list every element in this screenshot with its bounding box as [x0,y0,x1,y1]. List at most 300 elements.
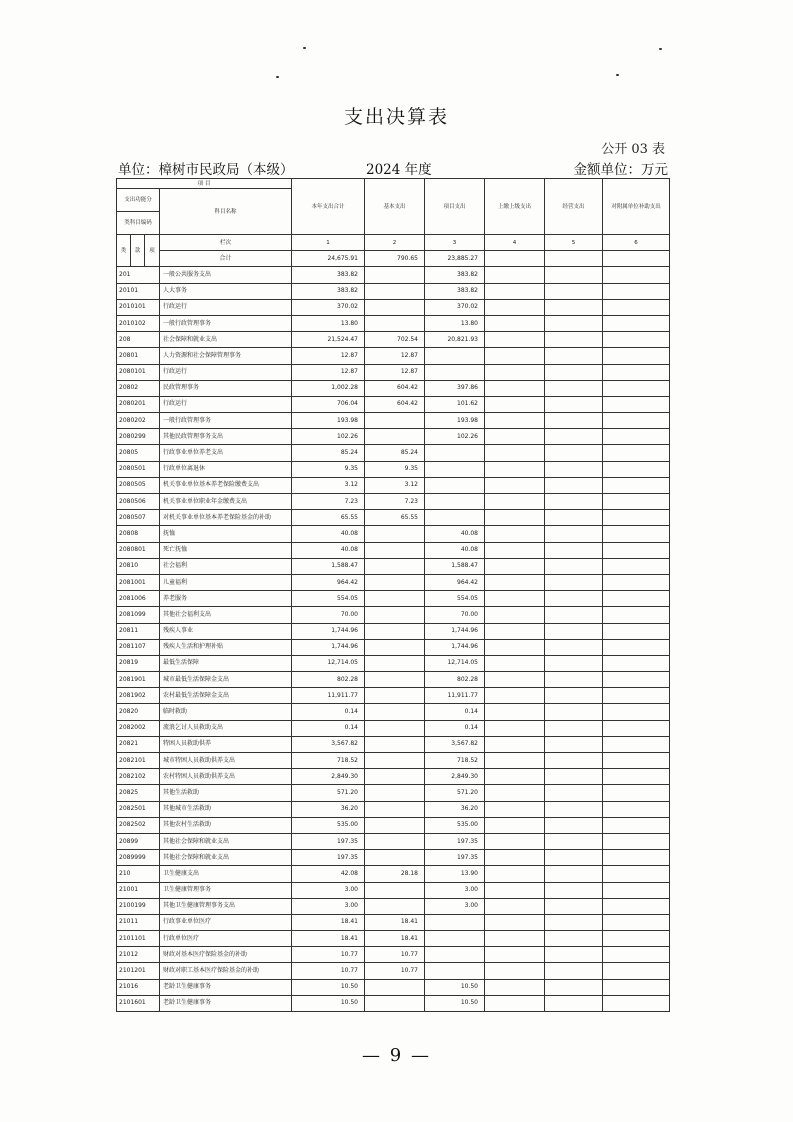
row-upper [485,623,545,639]
row-business [545,995,603,1011]
row-name: 行政运行 [160,299,292,315]
row-project: 11,911.77 [425,688,485,704]
sum-business [545,251,603,267]
row-basic [365,995,425,1011]
sum-basic: 790.65 [365,251,425,267]
table-row [117,267,670,283]
row-name: 对机关事业单位基本养老保险基金的补助 [160,510,292,526]
row-upper [485,332,545,348]
row-basic [365,850,425,866]
row-code: 20825 [117,785,160,801]
row-upper [485,963,545,979]
row-name: 其他社会福利支出 [160,607,292,623]
row-code: 2082002 [117,720,160,736]
row-business [545,817,603,833]
row-subsidy [603,672,670,688]
row-code: 2080505 [117,477,160,493]
sum-total: 24,675.91 [292,251,365,267]
header-row-top [117,179,670,189]
row-total: 1,744.96 [292,623,365,639]
row-upper [485,299,545,315]
row-project: 101.62 [425,396,485,412]
column-index-3: 3 [425,235,485,251]
row-total: 706.04 [292,396,365,412]
row-total: 1,744.96 [292,639,365,655]
row-business [545,898,603,914]
row-project [425,494,485,510]
row-upper [485,639,545,655]
row-basic: 9.35 [365,461,425,477]
table-row [117,639,670,655]
row-total: 36.20 [292,801,365,817]
row-basic [365,704,425,720]
row-total: 10.50 [292,979,365,995]
row-business [545,364,603,380]
row-total: 40.08 [292,542,365,558]
row-total: 40.08 [292,526,365,542]
row-name: 死亡抚恤 [160,542,292,558]
row-project: 571.20 [425,785,485,801]
row-code: 21001 [117,882,160,898]
row-total: 10.77 [292,963,365,979]
row-basic [365,299,425,315]
row-total: 535.00 [292,817,365,833]
row-basic [365,833,425,849]
row-upper [485,461,545,477]
row-name: 城市最低生活保障金支出 [160,672,292,688]
row-business [545,542,603,558]
row-total: 42.08 [292,866,365,882]
row-code: 2080101 [117,364,160,380]
row-project: 535.00 [425,817,485,833]
row-project: 2,849.30 [425,769,485,785]
row-project: 102.26 [425,429,485,445]
table-row [117,542,670,558]
table-row [117,979,670,995]
table-row [117,348,670,364]
row-total: 102.26 [292,429,365,445]
row-code: 20810 [117,558,160,574]
row-upper [485,655,545,671]
row-name: 临时救助 [160,704,292,720]
row-code: 2081001 [117,574,160,590]
row-basic [365,574,425,590]
row-business [545,413,603,429]
row-upper [485,510,545,526]
row-subsidy [603,963,670,979]
row-name: 老龄卫生健康事务 [160,995,292,1011]
row-upper [485,429,545,445]
row-project: 193.98 [425,413,485,429]
row-business [545,623,603,639]
row-total: 70.00 [292,607,365,623]
row-upper [485,591,545,607]
row-basic [365,979,425,995]
table-row [117,429,670,445]
row-basic [365,898,425,914]
row-subsidy [603,267,670,283]
row-name: 其他农村生活救助 [160,817,292,833]
row-business [545,526,603,542]
row-basic: 702.54 [365,332,425,348]
row-basic [365,558,425,574]
sum-label: 合计 [160,251,292,267]
row-code: 20808 [117,526,160,542]
row-code: 2080201 [117,396,160,412]
row-project: 3,567.82 [425,736,485,752]
row-code: 20802 [117,380,160,396]
row-project: 3.00 [425,898,485,914]
row-subsidy [603,688,670,704]
table-row [117,607,670,623]
row-total: 3.12 [292,477,365,493]
row-business [545,785,603,801]
row-business [545,332,603,348]
row-upper [485,672,545,688]
row-subsidy [603,898,670,914]
row-project: 370.02 [425,299,485,315]
row-project [425,348,485,364]
table-row [117,655,670,671]
row-project: 554.05 [425,591,485,607]
row-subsidy [603,364,670,380]
row-basic: 12.87 [365,364,425,380]
row-name: 残疾人生活和护理补贴 [160,639,292,655]
row-business [545,299,603,315]
row-business [545,882,603,898]
row-business [545,801,603,817]
row-project: 1,588.47 [425,558,485,574]
row-basic [365,283,425,299]
row-project [425,477,485,493]
table-row [117,461,670,477]
row-project [425,947,485,963]
row-name: 其他社会保障和就业支出 [160,833,292,849]
row-code: 2081902 [117,688,160,704]
row-total: 2,849.30 [292,769,365,785]
row-basic [365,526,425,542]
table-row [117,850,670,866]
row-code: 2080299 [117,429,160,445]
row-business [545,704,603,720]
row-basic: 7.23 [365,494,425,510]
table-row [117,413,670,429]
row-total: 13.80 [292,315,365,331]
row-upper [485,574,545,590]
row-upper [485,850,545,866]
row-subsidy [603,947,670,963]
sum-upper [485,251,545,267]
column-index-6: 6 [603,235,670,251]
row-upper [485,898,545,914]
row-subsidy [603,914,670,930]
row-business [545,558,603,574]
row-name: 城市特困人员救助供养支出 [160,753,292,769]
table-row [117,753,670,769]
row-name: 行政事业单位养老支出 [160,445,292,461]
row-subsidy [603,315,670,331]
row-basic [365,672,425,688]
row-upper [485,477,545,493]
row-upper [485,914,545,930]
row-code: 2080202 [117,413,160,429]
row-project: 802.28 [425,672,485,688]
row-code: 2101601 [117,995,160,1011]
row-total: 65.55 [292,510,365,526]
row-basic [365,753,425,769]
row-basic [365,542,425,558]
table-row [117,283,670,299]
table-row [117,995,670,1011]
row-business [545,655,603,671]
row-upper [485,558,545,574]
row-project: 10.50 [425,995,485,1011]
column-index-4: 4 [485,235,545,251]
row-subsidy [603,477,670,493]
row-project: 3.00 [425,882,485,898]
row-business [545,267,603,283]
row-business [545,283,603,299]
row-total: 3.00 [292,898,365,914]
row-upper [485,833,545,849]
row-business [545,850,603,866]
row-project: 13.80 [425,315,485,331]
row-subsidy [603,348,670,364]
row-total: 1,002.28 [292,380,365,396]
row-basic: 28.18 [365,866,425,882]
row-upper [485,348,545,364]
row-business [545,591,603,607]
row-name: 行政运行 [160,364,292,380]
row-code: 2082102 [117,769,160,785]
row-code: 2082101 [117,753,160,769]
row-upper [485,736,545,752]
row-project [425,931,485,947]
row-subsidy [603,574,670,590]
table-row [117,477,670,493]
table-row [117,769,670,785]
table-row [117,510,670,526]
row-code: 2010101 [117,299,160,315]
scan-speck [276,76,279,78]
row-project: 13.90 [425,866,485,882]
row-business [545,494,603,510]
row-total: 12.87 [292,348,365,364]
row-project: 197.35 [425,850,485,866]
sum-subsidy [603,251,670,267]
row-code: 21012 [117,947,160,963]
row-total: 0.14 [292,704,365,720]
row-basic [365,817,425,833]
row-basic [365,688,425,704]
row-subsidy [603,785,670,801]
table-row [117,882,670,898]
row-project: 1,744.96 [425,639,485,655]
row-upper [485,526,545,542]
page-title: 支出决算表 [343,106,449,128]
row-project: 197.35 [425,833,485,849]
row-subsidy [603,817,670,833]
row-upper [485,283,545,299]
row-business [545,672,603,688]
row-subsidy [603,979,670,995]
row-basic [365,882,425,898]
table-row [117,526,670,542]
table-row [117,494,670,510]
form-number: 公开 03 表 [601,142,665,157]
row-business [545,574,603,590]
row-name: 其他城市生活救助 [160,801,292,817]
row-subsidy [603,801,670,817]
row-total: 7.23 [292,494,365,510]
row-upper [485,882,545,898]
row-name: 儿童福利 [160,574,292,590]
row-business [545,315,603,331]
row-basic [365,607,425,623]
row-name: 老龄卫生健康事务 [160,979,292,995]
row-code: 201 [117,267,160,283]
row-basic: 12.87 [365,348,425,364]
row-code: 2080506 [117,494,160,510]
row-upper [485,931,545,947]
row-business [545,445,603,461]
row-basic [365,267,425,283]
row-name: 社会福利 [160,558,292,574]
row-total: 370.02 [292,299,365,315]
row-project [425,914,485,930]
row-name: 社会保障和就业支出 [160,332,292,348]
row-code: 2080507 [117,510,160,526]
row-basic [365,623,425,639]
table-row [117,574,670,590]
col-header-subsidy: 对附属单位补助支出 [603,179,670,235]
row-total: 718.52 [292,753,365,769]
table-row [117,396,670,412]
row-upper [485,267,545,283]
row-name: 人大事务 [160,283,292,299]
row-project: 70.00 [425,607,485,623]
row-subsidy [603,396,670,412]
row-basic [365,769,425,785]
row-basic [365,801,425,817]
row-basic [365,655,425,671]
row-upper [485,380,545,396]
row-subsidy [603,332,670,348]
row-total: 85.24 [292,445,365,461]
row-subsidy [603,429,670,445]
table-row [117,785,670,801]
row-name: 农村最低生活保障金支出 [160,688,292,704]
table-row [117,380,670,396]
row-upper [485,542,545,558]
row-basic [365,720,425,736]
row-upper [485,947,545,963]
row-total: 12,714.05 [292,655,365,671]
row-project: 12,714.05 [425,655,485,671]
row-code: 208 [117,332,160,348]
row-name: 特困人员救助供养 [160,736,292,752]
row-total: 10.50 [292,995,365,1011]
row-upper [485,995,545,1011]
row-project: 1,744.96 [425,623,485,639]
row-subsidy [603,299,670,315]
row-business [545,866,603,882]
table-row [117,833,670,849]
table-row [117,736,670,752]
row-business [545,396,603,412]
column-index-2: 2 [365,235,425,251]
table-row [117,817,670,833]
row-subsidy [603,558,670,574]
row-project [425,445,485,461]
row-subsidy [603,494,670,510]
sub-header: 项 [145,235,160,267]
row-basic: 18.41 [365,931,425,947]
row-subsidy [603,704,670,720]
scan-speck [659,48,662,50]
row-name: 其他社会保障和就业支出 [160,850,292,866]
row-subsidy [603,769,670,785]
row-name: 卫生健康管理事务 [160,882,292,898]
header-row-class [117,235,670,251]
row-project: 40.08 [425,526,485,542]
col-header-upper: 上缴上级支出 [485,179,545,235]
row-business [545,833,603,849]
row-code: 20820 [117,704,160,720]
column-index-label: 栏次 [160,235,292,251]
row-subsidy [603,413,670,429]
row-project: 10.50 [425,979,485,995]
table-row [117,720,670,736]
row-name: 一般行政管理事务 [160,413,292,429]
row-upper [485,801,545,817]
row-business [545,720,603,736]
row-total: 0.14 [292,720,365,736]
table-row [117,801,670,817]
money-unit: 金额单位：万元 [573,162,668,178]
row-code: 2080801 [117,542,160,558]
row-code: 2089999 [117,850,160,866]
row-basic: 18.41 [365,914,425,930]
row-name: 人力资源和社会保障管理事务 [160,348,292,364]
col-header-project: 项目支出 [425,179,485,235]
row-subsidy [603,591,670,607]
row-project: 964.42 [425,574,485,590]
row-name: 农村特困人员救助供养支出 [160,769,292,785]
row-basic: 604.42 [365,396,425,412]
code-header-1: 支出功能分 [117,189,160,212]
row-code: 20805 [117,445,160,461]
row-total: 3.00 [292,882,365,898]
table-row [117,623,670,639]
row-basic [365,785,425,801]
row-business [545,963,603,979]
scan-speck [616,74,619,76]
row-total: 554.05 [292,591,365,607]
row-upper [485,817,545,833]
row-name: 最低生活保障 [160,655,292,671]
table-row [117,914,670,930]
col-header-total: 本年支出合计 [292,179,365,235]
row-code: 2082501 [117,801,160,817]
row-code: 2081107 [117,639,160,655]
row-project: 0.14 [425,720,485,736]
row-code: 20821 [117,736,160,752]
table-row [117,315,670,331]
row-subsidy [603,850,670,866]
row-code: 2081901 [117,672,160,688]
row-project: 0.14 [425,704,485,720]
